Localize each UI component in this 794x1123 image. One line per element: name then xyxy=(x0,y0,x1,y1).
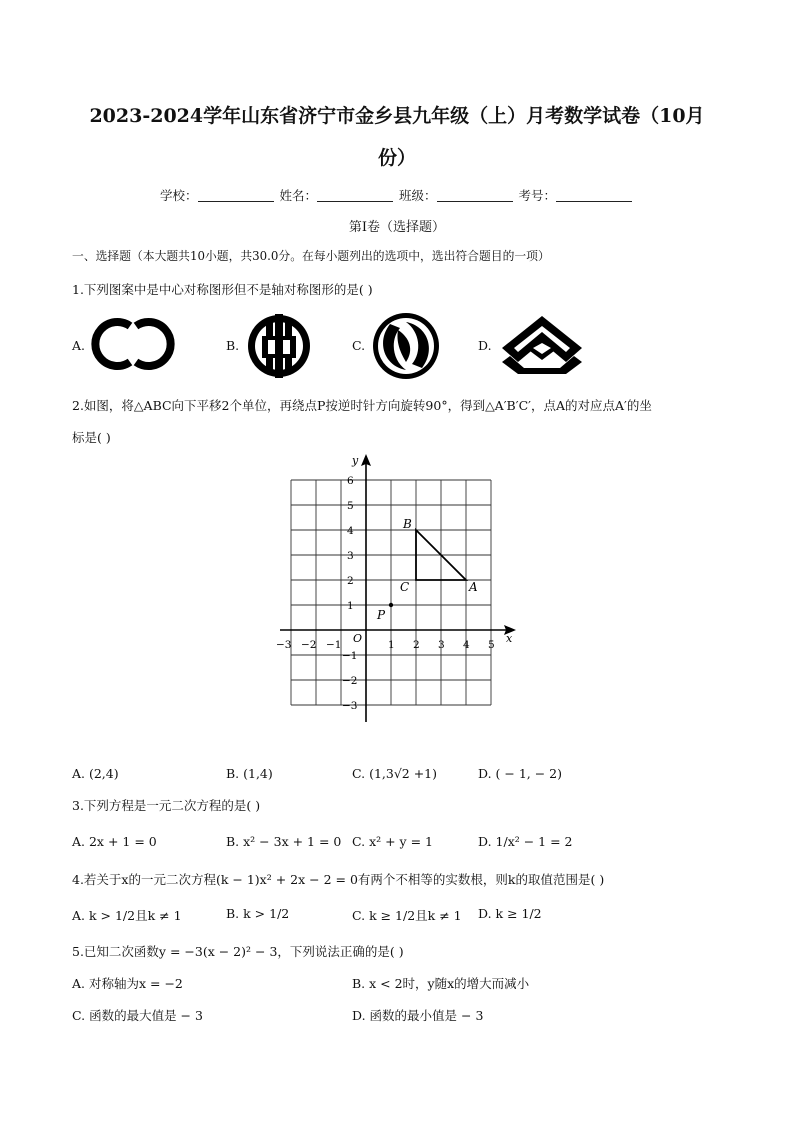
point-c-label: C xyxy=(400,580,410,594)
diamond-arrow-logo-icon xyxy=(496,312,588,376)
q2-option-b: B. (1,4) xyxy=(226,766,273,781)
class-label: 班级： xyxy=(398,188,437,203)
q1-stem: 1.下列图案中是中心对称图形但不是轴对称图形的是( ) xyxy=(72,282,373,297)
q1-label-c: C. xyxy=(352,338,366,353)
q5-stem: 5.已知二次函数y = −3(x − 2)² − 3，下列说法正确的是( ) xyxy=(72,944,404,959)
y-axis-label: y xyxy=(352,454,359,467)
q5-option-b: B. x < 2时，y随x的增大而减小 xyxy=(352,976,530,991)
q3-option-b: B. x² − 3x + 1 = 0 xyxy=(226,834,342,849)
school-field[interactable] xyxy=(198,189,274,202)
x-tick: −1 xyxy=(326,639,342,651)
number-field[interactable] xyxy=(556,189,632,202)
x-tick: 3 xyxy=(438,639,445,651)
y-tick: −2 xyxy=(342,675,358,687)
y-tick: 5 xyxy=(347,500,354,512)
section-instruction: 一、选择题（本大题共10小题，共30.0分。在每小题列出的选项中，选出符合题目的一项） xyxy=(72,249,550,263)
coordinate-grid-figure xyxy=(272,450,522,730)
interlocking-c-logo-icon xyxy=(88,314,178,374)
y-tick: 2 xyxy=(347,575,354,587)
swirl-circle-logo-icon xyxy=(370,310,442,382)
point-a-label: A xyxy=(469,580,478,594)
exam-title-line1: 2023-2024学年山东省济宁市金乡县九年级（上）月考数学试卷（10月 xyxy=(89,105,705,127)
origin-label: O xyxy=(353,632,363,645)
q3-option-d: D. 1/x² − 1 = 2 xyxy=(478,834,573,849)
q1-label-d: D. xyxy=(478,338,492,353)
q2-option-c: C. (1,3√2 +1) xyxy=(352,766,438,781)
q4-option-d: D. k ≥ 1/2 xyxy=(478,906,542,921)
x-tick: 4 xyxy=(463,639,470,651)
q2-stem-line2: 标是( ) xyxy=(72,430,111,445)
q4-option-c: C. k ≥ 1/2且k ≠ 1 xyxy=(352,908,462,923)
q5-option-d: D. 函数的最小值是 − 3 xyxy=(352,1008,484,1023)
q2-option-a: A. (2,4) xyxy=(72,766,119,781)
number-label: 考号： xyxy=(518,188,556,203)
x-tick: −3 xyxy=(276,639,292,651)
q4-option-b: B. k > 1/2 xyxy=(226,906,290,921)
y-tick: 3 xyxy=(347,550,354,562)
q5-option-a: A. 对称轴为x = −2 xyxy=(72,976,183,991)
q3-option-a: A. 2x + 1 = 0 xyxy=(72,834,157,849)
q4-option-a: A. k > 1/2且k ≠ 1 xyxy=(72,908,182,923)
y-tick: 6 xyxy=(347,475,354,487)
y-tick: 4 xyxy=(347,525,354,537)
y-tick: 1 xyxy=(347,600,354,612)
name-label: 姓名： xyxy=(279,188,317,203)
point-b-label: B xyxy=(403,517,412,531)
point-p xyxy=(389,603,393,607)
student-info-row xyxy=(0,186,794,204)
class-field[interactable] xyxy=(437,189,513,202)
q2-stem-line1: 2.如图，将△ABC向下平移2个单位，再绕点P按逆时针方向旋转90°，得到△A′B′C′，点A的对应点A′的坐 xyxy=(72,398,652,413)
exam-title-line2: 份） xyxy=(377,147,416,169)
school-label: 学校： xyxy=(159,188,198,203)
x-tick: −2 xyxy=(301,639,317,651)
q1-label-a: A. xyxy=(72,338,86,353)
bank-coin-logo-icon xyxy=(244,312,314,380)
q3-stem: 3.下列方程是一元二次方程的是( ) xyxy=(72,798,261,813)
q5-option-c: C. 函数的最大值是 − 3 xyxy=(72,1008,203,1023)
x-tick: 2 xyxy=(413,639,420,651)
q4-stem: 4.若关于x的一元二次方程(k − 1)x² + 2x − 2 = 0有两个不相等的实数根，则k的取值范围是( ) xyxy=(72,872,605,887)
q2-option-d: D. ( − 1, − 2) xyxy=(478,766,562,781)
x-axis-label: x xyxy=(506,632,513,645)
section-title: 第Ⅰ卷（选择题） xyxy=(348,220,446,235)
x-tick: 1 xyxy=(388,639,395,651)
q1-label-b: B. xyxy=(226,338,240,353)
x-tick: 5 xyxy=(488,639,495,651)
y-tick: −1 xyxy=(342,650,358,662)
q3-option-c: C. x² + y = 1 xyxy=(352,834,433,849)
point-p-label: P xyxy=(377,608,386,622)
y-tick: −3 xyxy=(342,700,358,712)
name-field[interactable] xyxy=(317,189,393,202)
